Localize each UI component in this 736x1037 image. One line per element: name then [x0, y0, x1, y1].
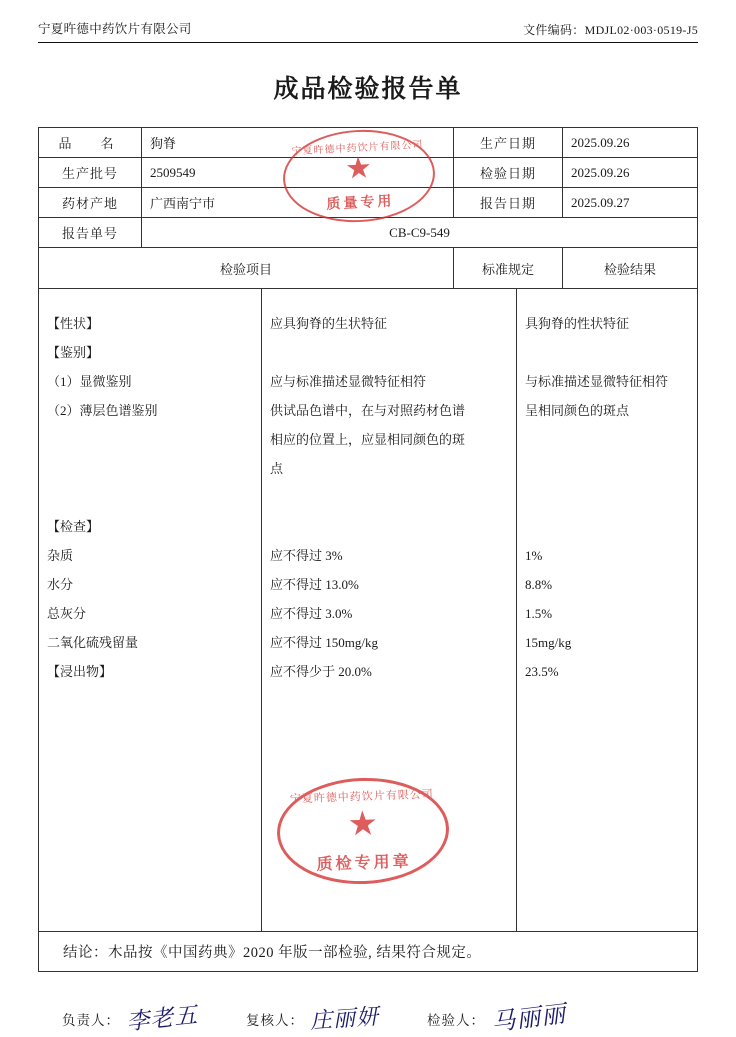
signature-row	[38, 994, 698, 1037]
item-name: 杂质	[47, 548, 74, 563]
item-standard: 供试品色谱中，在与对照药材色谱	[270, 403, 466, 418]
item-result: 具狗脊的性状特征	[525, 316, 630, 331]
item-standard	[270, 512, 508, 541]
column-header-result: 检验结果	[563, 248, 698, 289]
item-standard: 应具狗脊的生状特征	[270, 316, 388, 331]
document-code-label: 文件编码：	[523, 22, 585, 37]
signature-label: 复核人：	[246, 1013, 304, 1028]
item-standard: 点	[270, 461, 284, 476]
signature-label: 检验人：	[427, 1013, 486, 1028]
blank-cell-standard	[262, 686, 517, 931]
document-code-value: MDJL02·003·0519-J5	[584, 22, 698, 37]
item-result: 8.8%	[525, 577, 553, 592]
column-header-standard: 标准规定	[454, 248, 563, 289]
blank-area-row	[39, 686, 698, 931]
info-table	[38, 127, 698, 289]
signature-inspector	[427, 994, 568, 1037]
item-result: 1%	[525, 548, 543, 563]
item-name: 总灰分	[47, 606, 87, 621]
item-result	[525, 454, 689, 483]
blank-cell-result	[517, 686, 698, 931]
item-standard: 应不得过 3.0%	[270, 606, 353, 621]
item-name: 【浸出物】	[47, 664, 113, 679]
signature-label: 负责人：	[62, 1013, 120, 1028]
table-row	[39, 188, 698, 218]
item-result	[525, 425, 689, 454]
signature-responsible	[62, 994, 200, 1036]
stamp-top-arc-text: 宁夏旿德中药饮片有限公司	[291, 139, 424, 158]
field-value-test-date: 2025.09.26	[563, 158, 698, 188]
column-header-row	[39, 248, 698, 289]
signature-mark: 马丽丽	[489, 999, 568, 1037]
star-icon: ★	[346, 805, 379, 844]
item-standard: 应与标准描述显微特征相符	[270, 374, 427, 389]
item-result: 呈相同颜色的斑点	[525, 403, 630, 418]
page-title: 成品检验报告单	[273, 76, 463, 103]
stamp-top-subtext: 质量专用	[326, 194, 395, 213]
signature-reviewer	[246, 994, 380, 1035]
column-header-item: 检验项目	[39, 248, 454, 289]
item-name: 水分	[47, 577, 74, 592]
table-row	[39, 218, 698, 248]
item-standard: 应不得过 3%	[270, 548, 343, 563]
item-name: 【鉴别】	[47, 345, 100, 360]
field-value-origin: 广西南宁巿	[142, 188, 454, 218]
item-result: 1.5%	[525, 606, 553, 621]
stamp-bottom-arc-text: 宁夏旿德中药饮片有限公司	[289, 788, 434, 806]
field-label-report-no: 报告单号	[39, 218, 142, 248]
results-col-standard	[262, 309, 517, 686]
results-col-item	[39, 309, 262, 686]
item-name: 【性状】	[47, 316, 100, 331]
item-name: （1）显微鉴别	[47, 374, 132, 389]
spacer-cell-standard	[262, 289, 517, 309]
item-standard	[270, 338, 508, 367]
field-label-product-name: 品 名	[39, 128, 142, 158]
spacer-cell-result	[517, 289, 698, 309]
document-code	[523, 23, 698, 37]
document-header	[38, 22, 698, 43]
item-standard	[270, 483, 508, 512]
blank-cell-item	[39, 686, 262, 931]
table-row	[39, 128, 698, 158]
item-result	[525, 483, 689, 512]
item-standard: 应不得少于 20.0%	[270, 664, 372, 679]
field-label-origin: 药材产地	[39, 188, 142, 218]
item-result: 15mg/kg	[525, 635, 572, 650]
spacer-row	[39, 289, 698, 309]
spacer-cell-item	[39, 289, 262, 309]
item-name: （2）薄层色谱鉴别	[47, 403, 158, 418]
item-result	[525, 512, 689, 541]
item-name	[47, 454, 253, 483]
item-name: 二氧化硫残留量	[47, 635, 139, 650]
signature-mark: 庄丽妍	[309, 1004, 380, 1035]
table-row	[39, 309, 698, 686]
field-label-test-date: 检验日期	[454, 158, 563, 188]
item-standard: 应不得过 13.0%	[270, 577, 359, 592]
signature-mark: 李老五	[125, 1002, 200, 1036]
field-value-product-name: 狗脊	[142, 128, 454, 158]
field-label-production-date: 生产日期	[454, 128, 563, 158]
item-result: 23.5%	[525, 664, 559, 679]
field-value-report-date: 2025.09.27	[563, 188, 698, 218]
item-name	[47, 483, 253, 512]
item-result	[525, 338, 689, 367]
field-value-report-no: CB-C9-549	[142, 218, 698, 248]
field-value-production-date: 2025.09.26	[563, 128, 698, 158]
star-icon: ★	[344, 151, 373, 186]
item-standard: 应不得过 150mg/kg	[270, 635, 378, 650]
item-result: 与标准描述显微特征相符	[525, 374, 669, 389]
results-body	[38, 289, 698, 931]
item-name	[47, 425, 253, 454]
results-table	[38, 289, 698, 931]
results-col-result	[517, 309, 698, 686]
item-name: 【检查】	[47, 519, 100, 534]
field-label-report-date: 报告日期	[454, 188, 563, 218]
company-name: 宁夏旿德中药饮片有限公司	[38, 22, 192, 36]
conclusion-text: 结论：木品按《中国药典》2020 年版一部检验, 结果符合规定。	[38, 931, 698, 972]
field-value-batch-no: 2509549	[142, 158, 454, 188]
field-label-batch-no: 生产批号	[39, 158, 142, 188]
table-row	[39, 158, 698, 188]
item-standard: 相应的位置上，应显相同颜色的斑	[270, 432, 466, 447]
stamp-bottom-subtext: 质检专用章	[316, 853, 412, 874]
